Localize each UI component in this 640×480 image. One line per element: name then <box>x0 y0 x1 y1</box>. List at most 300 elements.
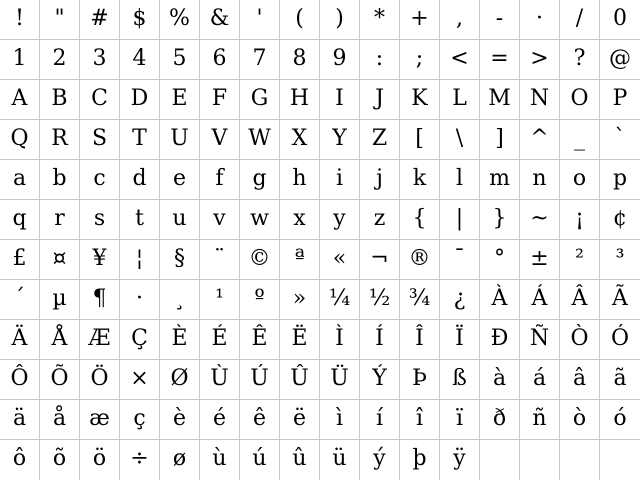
glyph-character: Ü <box>330 365 349 391</box>
glyph-cell[interactable] <box>600 80 640 120</box>
glyph-cell[interactable] <box>520 280 560 320</box>
glyph-cell[interactable] <box>120 240 160 280</box>
glyph-cell[interactable] <box>320 160 360 200</box>
glyph-cell[interactable] <box>600 440 640 480</box>
glyph-cell[interactable] <box>80 320 120 360</box>
glyph-character: ! <box>15 5 24 31</box>
glyph-character: Ù <box>210 365 229 391</box>
glyph-character: h <box>292 165 307 191</box>
glyph-character: ù <box>212 446 227 471</box>
glyph-cell[interactable] <box>80 120 120 160</box>
glyph-character: À <box>491 285 508 311</box>
glyph-cell[interactable] <box>600 40 640 80</box>
glyph-cell[interactable] <box>80 440 120 480</box>
glyph-cell[interactable] <box>200 40 240 80</box>
glyph-character: 9 <box>332 45 347 71</box>
glyph-cell[interactable] <box>0 0 40 40</box>
glyph-character: Ç <box>131 325 148 351</box>
glyph-cell[interactable] <box>360 80 400 120</box>
glyph-character: f <box>215 165 224 191</box>
glyph-cell[interactable] <box>120 440 160 480</box>
glyph-character: ú <box>252 446 267 471</box>
glyph-cell[interactable] <box>480 440 520 480</box>
glyph-cell[interactable] <box>480 80 520 120</box>
glyph-cell[interactable] <box>560 280 600 320</box>
glyph-character: ¬ <box>370 245 389 271</box>
glyph-cell[interactable] <box>240 40 280 80</box>
glyph-cell[interactable] <box>80 80 120 120</box>
glyph-cell[interactable] <box>40 280 80 320</box>
glyph-cell[interactable] <box>0 120 40 160</box>
glyph-cell[interactable] <box>600 120 640 160</box>
glyph-cell[interactable] <box>200 240 240 280</box>
glyph-character: 2 <box>52 45 67 71</box>
glyph-cell[interactable] <box>320 0 360 40</box>
glyph-cell[interactable] <box>440 240 480 280</box>
glyph-cell[interactable] <box>80 0 120 40</box>
glyph-cell[interactable] <box>240 320 280 360</box>
glyph-cell[interactable] <box>40 160 80 200</box>
glyph-cell[interactable] <box>360 440 400 480</box>
glyph-character: H <box>289 85 310 111</box>
glyph-cell[interactable] <box>200 360 240 400</box>
glyph-character: ¿ <box>453 285 466 311</box>
glyph-character: Q <box>10 125 29 151</box>
glyph-character: « <box>332 245 347 271</box>
glyph-character: © <box>248 245 271 271</box>
glyph-cell[interactable] <box>520 360 560 400</box>
glyph-cell[interactable] <box>120 0 160 40</box>
glyph-cell[interactable] <box>320 360 360 400</box>
glyph-cell[interactable] <box>240 240 280 280</box>
glyph-cell[interactable] <box>80 360 120 400</box>
glyph-cell[interactable] <box>480 240 520 280</box>
glyph-cell[interactable] <box>360 40 400 80</box>
glyph-character: Ð <box>490 325 509 351</box>
glyph-cell[interactable] <box>480 120 520 160</box>
glyph-cell[interactable] <box>480 40 520 80</box>
glyph-cell[interactable] <box>440 320 480 360</box>
glyph-cell[interactable] <box>40 360 80 400</box>
glyph-cell[interactable] <box>440 120 480 160</box>
glyph-cell[interactable] <box>280 360 320 400</box>
glyph-character: b <box>52 165 67 191</box>
glyph-cell[interactable] <box>160 320 200 360</box>
glyph-cell[interactable] <box>600 240 640 280</box>
glyph-character: V <box>211 125 228 151</box>
glyph-cell[interactable] <box>320 120 360 160</box>
glyph-cell[interactable] <box>160 80 200 120</box>
glyph-cell[interactable] <box>480 200 520 240</box>
glyph-cell[interactable] <box>280 240 320 280</box>
glyph-character: g <box>252 165 267 191</box>
glyph-character: ä <box>12 405 27 431</box>
glyph-cell[interactable] <box>600 320 640 360</box>
glyph-cell[interactable] <box>480 160 520 200</box>
glyph-cell[interactable] <box>0 360 40 400</box>
glyph-character: Ê <box>251 325 268 351</box>
glyph-cell[interactable] <box>320 80 360 120</box>
glyph-character: ~ <box>530 205 549 231</box>
glyph-cell[interactable] <box>0 80 40 120</box>
glyph-cell[interactable] <box>240 280 280 320</box>
glyph-cell[interactable] <box>560 0 600 40</box>
glyph-character: ã <box>613 365 627 391</box>
glyph-character: Ã <box>612 285 628 311</box>
glyph-cell[interactable] <box>480 360 520 400</box>
glyph-cell[interactable] <box>0 280 40 320</box>
glyph-cell[interactable] <box>560 200 600 240</box>
glyph-cell[interactable] <box>0 440 40 480</box>
glyph-character: , <box>456 5 463 31</box>
glyph-cell[interactable] <box>0 200 40 240</box>
glyph-character: m <box>489 165 510 191</box>
glyph-cell[interactable] <box>240 160 280 200</box>
glyph-cell[interactable] <box>40 440 80 480</box>
glyph-cell[interactable] <box>560 160 600 200</box>
glyph-character: U <box>170 125 189 151</box>
glyph-cell[interactable] <box>240 120 280 160</box>
glyph-character: K <box>411 85 428 111</box>
glyph-cell[interactable] <box>440 0 480 40</box>
glyph-cell[interactable] <box>360 160 400 200</box>
glyph-cell[interactable] <box>400 120 440 160</box>
glyph-character: s <box>93 205 106 231</box>
glyph-cell[interactable] <box>360 240 400 280</box>
glyph-cell[interactable] <box>520 400 560 440</box>
glyph-character: J <box>375 85 384 111</box>
glyph-cell[interactable] <box>400 280 440 320</box>
glyph-character: [ <box>415 125 424 151</box>
glyph-cell[interactable] <box>320 40 360 80</box>
glyph-cell[interactable] <box>200 440 240 480</box>
glyph-cell[interactable] <box>240 0 280 40</box>
glyph-character: é <box>212 405 227 431</box>
glyph-cell[interactable] <box>40 240 80 280</box>
glyph-cell[interactable] <box>360 320 400 360</box>
glyph-cell[interactable] <box>440 40 480 80</box>
glyph-character: r <box>54 205 65 231</box>
glyph-cell[interactable] <box>320 240 360 280</box>
glyph-character: 3 <box>92 45 107 71</box>
glyph-cell[interactable] <box>120 160 160 200</box>
glyph-character: B <box>51 85 68 111</box>
glyph-cell[interactable] <box>40 120 80 160</box>
glyph-character: ° <box>494 245 505 271</box>
glyph-cell[interactable] <box>120 200 160 240</box>
glyph-cell[interactable] <box>520 0 560 40</box>
glyph-character: Ý <box>372 365 387 391</box>
glyph-character: a <box>12 165 27 191</box>
glyph-character: T <box>132 125 147 151</box>
glyph-cell[interactable] <box>600 160 640 200</box>
glyph-cell[interactable] <box>160 40 200 80</box>
glyph-character: × <box>130 365 149 391</box>
glyph-character: Ó <box>610 325 630 351</box>
glyph-cell[interactable] <box>240 360 280 400</box>
glyph-character: _ <box>574 125 585 151</box>
glyph-character: S <box>91 125 108 151</box>
glyph-character: W <box>248 125 271 151</box>
glyph-cell[interactable] <box>320 200 360 240</box>
glyph-cell[interactable] <box>320 440 360 480</box>
glyph-cell[interactable] <box>0 160 40 200</box>
glyph-character: ² <box>575 245 584 271</box>
glyph-cell[interactable] <box>280 40 320 80</box>
glyph-character: ó <box>613 405 627 431</box>
glyph-character: ´ <box>14 285 25 311</box>
glyph-cell[interactable] <box>160 0 200 40</box>
glyph-character: ¯ <box>454 245 465 271</box>
glyph-cell[interactable] <box>560 120 600 160</box>
glyph-cell[interactable] <box>40 80 80 120</box>
glyph-cell[interactable] <box>200 200 240 240</box>
glyph-cell[interactable] <box>400 160 440 200</box>
glyph-cell[interactable] <box>200 400 240 440</box>
glyph-cell[interactable] <box>400 80 440 120</box>
glyph-cell[interactable] <box>160 400 200 440</box>
glyph-character: ê <box>252 405 267 431</box>
glyph-cell[interactable] <box>440 280 480 320</box>
glyph-character: 7 <box>252 45 267 71</box>
glyph-cell[interactable] <box>0 240 40 280</box>
glyph-character: : <box>375 45 384 71</box>
glyph-cell[interactable] <box>40 200 80 240</box>
glyph-cell[interactable] <box>240 80 280 120</box>
glyph-cell[interactable] <box>160 360 200 400</box>
glyph-character: õ <box>52 446 67 471</box>
glyph-cell[interactable] <box>560 360 600 400</box>
glyph-cell[interactable] <box>520 200 560 240</box>
glyph-cell[interactable] <box>400 320 440 360</box>
glyph-character: í <box>375 405 384 431</box>
glyph-cell[interactable] <box>400 200 440 240</box>
glyph-cell[interactable] <box>440 160 480 200</box>
glyph-cell[interactable] <box>240 440 280 480</box>
glyph-cell[interactable] <box>200 120 240 160</box>
glyph-cell[interactable] <box>560 400 600 440</box>
glyph-cell[interactable] <box>480 280 520 320</box>
glyph-character: X <box>291 125 308 151</box>
glyph-cell[interactable] <box>520 320 560 360</box>
glyph-cell[interactable] <box>400 0 440 40</box>
glyph-character: ÿ <box>453 446 466 471</box>
glyph-character: 1 <box>12 45 27 71</box>
glyph-cell[interactable] <box>560 240 600 280</box>
glyph-character: " <box>54 5 65 31</box>
glyph-character: R <box>51 125 68 151</box>
glyph-character: < <box>450 45 469 71</box>
glyph-cell[interactable] <box>240 400 280 440</box>
glyph-cell[interactable] <box>280 0 320 40</box>
glyph-cell[interactable] <box>320 280 360 320</box>
glyph-character: ± <box>530 245 549 271</box>
glyph-character: # <box>90 5 109 31</box>
glyph-character: c <box>93 165 106 191</box>
glyph-cell[interactable] <box>280 200 320 240</box>
glyph-cell[interactable] <box>440 200 480 240</box>
glyph-cell[interactable] <box>520 440 560 480</box>
glyph-character: y <box>333 205 346 231</box>
glyph-cell[interactable] <box>280 80 320 120</box>
glyph-character: ³ <box>615 245 625 271</box>
glyph-cell[interactable] <box>600 0 640 40</box>
glyph-cell[interactable] <box>480 0 520 40</box>
glyph-cell[interactable] <box>160 200 200 240</box>
glyph-cell[interactable] <box>200 160 240 200</box>
glyph-cell[interactable] <box>520 160 560 200</box>
glyph-character: ( <box>295 5 304 31</box>
glyph-character: ¦ <box>135 245 144 271</box>
glyph-cell[interactable] <box>360 120 400 160</box>
glyph-character: Û <box>290 365 309 391</box>
glyph-cell[interactable] <box>560 440 600 480</box>
glyph-cell[interactable] <box>0 320 40 360</box>
glyph-cell[interactable] <box>400 400 440 440</box>
glyph-cell[interactable] <box>520 120 560 160</box>
glyph-character: Õ <box>50 365 69 391</box>
glyph-cell[interactable] <box>600 360 640 400</box>
glyph-character: ý <box>373 446 386 471</box>
glyph-character: ' <box>256 5 263 31</box>
glyph-character: @ <box>609 45 631 71</box>
glyph-cell[interactable] <box>40 40 80 80</box>
glyph-cell[interactable] <box>160 440 200 480</box>
glyph-cell[interactable] <box>440 440 480 480</box>
glyph-cell[interactable] <box>440 80 480 120</box>
glyph-character: > <box>530 45 549 71</box>
glyph-cell[interactable] <box>120 320 160 360</box>
glyph-cell[interactable] <box>480 400 520 440</box>
glyph-character: ¸ <box>174 285 185 311</box>
glyph-character: ? <box>573 45 586 71</box>
glyph-cell[interactable] <box>520 80 560 120</box>
glyph-cell[interactable] <box>80 200 120 240</box>
glyph-cell[interactable] <box>520 40 560 80</box>
glyph-character: d <box>132 165 147 191</box>
glyph-character: p <box>612 165 628 191</box>
glyph-cell[interactable] <box>360 0 400 40</box>
glyph-character: 5 <box>172 45 187 71</box>
glyph-cell[interactable] <box>520 240 560 280</box>
glyph-cell[interactable] <box>160 280 200 320</box>
glyph-cell[interactable] <box>80 280 120 320</box>
glyph-cell[interactable] <box>40 320 80 360</box>
glyph-character: { <box>412 205 427 231</box>
glyph-character: + <box>410 5 429 31</box>
glyph-cell[interactable] <box>600 400 640 440</box>
glyph-cell[interactable] <box>280 160 320 200</box>
glyph-cell[interactable] <box>280 400 320 440</box>
glyph-character: Å <box>51 325 68 351</box>
glyph-cell[interactable] <box>560 80 600 120</box>
glyph-cell[interactable] <box>360 280 400 320</box>
glyph-cell[interactable] <box>0 400 40 440</box>
glyph-character: Ñ <box>529 325 550 351</box>
glyph-cell[interactable] <box>0 40 40 80</box>
glyph-cell[interactable] <box>320 400 360 440</box>
glyph-cell[interactable] <box>80 240 120 280</box>
glyph-cell[interactable] <box>400 40 440 80</box>
glyph-cell[interactable] <box>200 320 240 360</box>
glyph-cell[interactable] <box>40 0 80 40</box>
glyph-character: Ô <box>10 365 29 391</box>
glyph-cell[interactable] <box>280 280 320 320</box>
glyph-cell[interactable] <box>160 240 200 280</box>
glyph-character: % <box>169 5 190 31</box>
glyph-cell[interactable] <box>400 440 440 480</box>
glyph-cell[interactable] <box>160 160 200 200</box>
glyph-character: î <box>415 405 424 431</box>
glyph-cell[interactable] <box>120 280 160 320</box>
glyph-cell[interactable] <box>360 200 400 240</box>
glyph-character: ÷ <box>130 446 149 471</box>
glyph-cell[interactable] <box>440 360 480 400</box>
glyph-cell[interactable] <box>160 120 200 160</box>
glyph-character: q <box>12 205 27 231</box>
glyph-cell[interactable] <box>120 80 160 120</box>
glyph-character: 6 <box>212 45 227 71</box>
glyph-character: ¹ <box>215 285 224 311</box>
glyph-character: ì <box>335 405 344 431</box>
glyph-cell[interactable] <box>440 400 480 440</box>
glyph-cell[interactable] <box>280 440 320 480</box>
glyph-cell[interactable] <box>40 400 80 440</box>
glyph-cell[interactable] <box>200 280 240 320</box>
glyph-cell[interactable] <box>400 240 440 280</box>
glyph-cell[interactable] <box>480 320 520 360</box>
glyph-character: û <box>292 446 307 471</box>
glyph-cell[interactable] <box>560 40 600 80</box>
glyph-cell[interactable] <box>120 360 160 400</box>
glyph-cell[interactable] <box>600 280 640 320</box>
glyph-cell[interactable] <box>200 80 240 120</box>
glyph-cell[interactable] <box>200 0 240 40</box>
glyph-cell[interactable] <box>400 360 440 400</box>
glyph-cell[interactable] <box>120 40 160 80</box>
glyph-character: ò <box>572 405 587 431</box>
glyph-character: x <box>293 205 306 231</box>
glyph-cell[interactable] <box>360 400 400 440</box>
glyph-cell[interactable] <box>120 400 160 440</box>
glyph-cell[interactable] <box>80 400 120 440</box>
glyph-character: Ì <box>335 325 344 351</box>
glyph-character: / <box>575 5 584 31</box>
glyph-character: · <box>536 5 543 31</box>
glyph-cell[interactable] <box>280 120 320 160</box>
glyph-character: \ <box>455 125 464 151</box>
glyph-cell[interactable] <box>240 200 280 240</box>
glyph-character: j <box>376 165 383 191</box>
glyph-cell[interactable] <box>320 320 360 360</box>
glyph-cell[interactable] <box>600 200 640 240</box>
glyph-character: É <box>211 325 228 351</box>
glyph-cell[interactable] <box>280 320 320 360</box>
glyph-character: Ï <box>455 325 464 351</box>
glyph-cell[interactable] <box>80 40 120 80</box>
glyph-cell[interactable] <box>80 160 120 200</box>
glyph-character: ^ <box>530 125 549 151</box>
glyph-character: Z <box>371 125 388 151</box>
glyph-character: F <box>211 85 228 111</box>
glyph-character: n <box>532 165 547 191</box>
glyph-cell[interactable] <box>560 320 600 360</box>
glyph-cell[interactable] <box>120 120 160 160</box>
glyph-character: ® <box>408 245 431 271</box>
glyph-character: O <box>570 85 589 111</box>
glyph-cell[interactable] <box>360 360 400 400</box>
glyph-character: ¤ <box>52 245 67 271</box>
